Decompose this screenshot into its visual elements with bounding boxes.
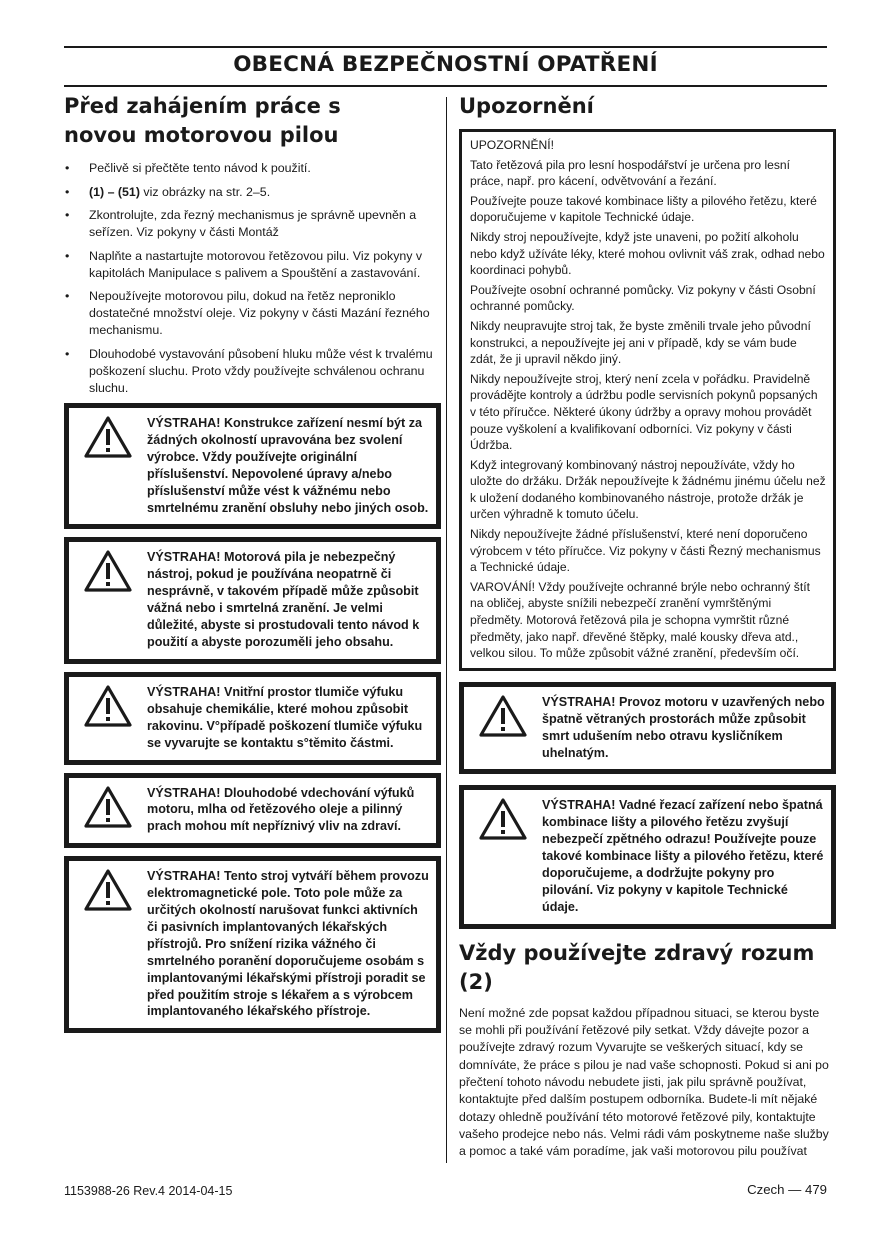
section-heading-notice: Upozornění	[459, 94, 594, 118]
warning-triangle-icon	[69, 408, 147, 524]
notice-paragraph: Nikdy stroj nepoužívejte, když jste unaveni, po požití alkoholu nebo když užíváte léky, které mohou ovlivnit váš zrak, odhad nebo koordinaci pohybů.	[470, 229, 825, 278]
left-column	[64, 92, 441, 1033]
notice-box	[459, 129, 836, 671]
warning-triangle-icon	[69, 677, 147, 760]
warning-triangle-icon	[69, 542, 147, 658]
section-heading-before-start: Před zahájením práce s novou motorovou pilou	[64, 94, 341, 147]
notice-paragraph: VAROVÁNÍ! Vždy používejte ochranné brýle nebo ochranný štít na obličej, abyste snížili nebezpečí zranění vymrštěnými předměty. Motorová řetězová pila je schopna vymrštit různé předměty, jako např. dřevěné štěpky, malé kousky dřeva atd., velkou silou. To může způsobit vážné zranění, především očí.	[470, 579, 810, 661]
title-rule	[64, 85, 827, 87]
warning-box	[64, 856, 441, 1033]
warning-text: VÝSTRAHA! Dlouhodobé vdechování výfuků motoru, mlha od řetězového oleje a pilinný prach mohou mít nepříznivý vliv na zdraví.	[147, 785, 415, 834]
common-sense-paragraph: Není možné zde popsat každou případnou situaci, se kterou byste se mohli při používání řetězové pily setkat. Vždy dávejte pozor a používejte zdravý rozum Vyvarujte se veškerých situací, kdy se domníváte, že práce s pilou je nad vaše schopnosti. Pokud si ani po přečtení tohoto návodu nebudete jisti, jak pilu správně používat, kontaktujte před dalším postupem odborníka. Budete-li mít nějaké dotazy ohledně používání této motorové řetězové pily, kontaktujte vašeho prodejce nebo nás. Velmi rádi vám poskytneme naše služby a pomoc a také vám poradíme, jak vaši motorovou pilu používat	[459, 1005, 829, 1159]
footer-page-label: Czech — 479	[747, 1182, 827, 1197]
warning-box	[459, 682, 836, 775]
list-item: • Pečlivě si přečtěte tento návod k použití.	[64, 160, 441, 177]
warning-text: VÝSTRAHA! Konstrukce zařízení nesmí být za žádných okolností upravována bez svolení výrobce. Vždy používejte originální příslušenství. Nepovolené úpravy a/nebo příslušenství může vést k vážnému nebo smrtelnému zranění obsluhy nebo jiných osob.	[147, 416, 429, 515]
warning-triangle-icon	[69, 778, 147, 844]
notice-paragraph: Nikdy neupravujte stroj tak, že byste změnili trvale jeho původní konstrukci, a nepoužívejte jej ani v případě, kdy se vám bude zdát, že ji upravil někdo jiný.	[470, 318, 811, 367]
warning-text: VÝSTRAHA! Provoz motoru v uzavřených nebo špatně větraných prostorách může způsobit smrt udušením nebo otravu kysličníkem uhelnatým.	[542, 694, 825, 760]
list-item: • Zkontrolujte, zda řezný mechanismus je správně upevněn a seřízen. Viz pokyny v části Montáž	[64, 207, 441, 241]
notice-paragraph: Nikdy nepoužívejte stroj, který není zcela v pořádku. Pravidelně provádějte kontroly a údržbu podle servisních pokynů popsaných v této příručce. Některé úkony údržby a opravy mohou provádět pouze vyškolení a kvalifikovaní odborníci. Viz pokyny v části Údržba.	[470, 371, 818, 453]
warning-triangle-icon	[69, 861, 147, 1028]
warning-triangle-icon	[464, 790, 542, 923]
list-item: • Dlouhodobé vystavování působení hluku může vést k trvalému poškození sluchu. Proto vždy používejte schválenou ochranu sluchu.	[64, 346, 441, 397]
warning-text: VÝSTRAHA! Motorová pila je nebezpečný nástroj, pokud je používána neopatrně či nesprávně, v takovém případě může způsobit vážná nebo i smrtelná zranění. Je velmi důležité, abyste si prostudovali tento návod k použití a abyste porozuměli jeho obsahu.	[147, 550, 420, 649]
warning-box	[64, 403, 441, 529]
notice-paragraph: UPOZORNĚNÍ!	[470, 138, 554, 152]
list-item: • (1) – (51) viz obrázky na str. 2–5.	[64, 184, 441, 201]
top-rule	[64, 46, 827, 48]
warning-text: VÝSTRAHA! Vadné řezací zařízení nebo špatná kombinace lišty a pilového řetězu zvyšují nebezpečí zpětného odrazu! Používejte pouze takové kombinace lišty a pilového řetězu, které doporučujeme, a dodržujte pokyny pro pilování. Viz pokyny v kapitole Technické údaje.	[542, 798, 824, 914]
warning-box	[64, 537, 441, 663]
right-column	[459, 92, 836, 1160]
notice-paragraph: Používejte pouze takové kombinace lišty a pilového řetězu, které doporučujeme v kapitole Technické údaje.	[470, 193, 817, 225]
warning-box	[64, 672, 441, 765]
column-divider	[446, 97, 447, 1163]
section-heading-common-sense: Vždy používejte zdravý rozum (2)	[459, 940, 815, 994]
warning-triangle-icon	[464, 687, 542, 770]
page-title: OBECNÁ BEZPEČNOSTNÍ OPATŘENÍ	[233, 52, 658, 77]
bullet-list	[64, 160, 441, 397]
warning-text: VÝSTRAHA! Tento stroj vytváří během provozu elektromagnetické pole. Toto pole může za určitých okolností narušovat funkci aktivních či pasivních implantovaných lékařských přístrojů. Pro snížení rizika vážného či smrtelného poranění doporučujeme osobám s implantovanými lékařskými přístroji poradit se před použitím stroje s lékařem a s výrobcem implantovaného lékařského přístroje.	[147, 869, 429, 1019]
list-item: • Naplňte a nastartujte motorovou řetězovou pilu. Viz pokyny v kapitolách Manipulace s palivem a Spouštění a zastavování.	[64, 248, 441, 282]
warning-box	[64, 773, 441, 849]
notice-paragraph: Když integrovaný kombinovaný nástroj nepoužíváte, vždy ho uložte do držáku. Držák nepoužívejte k žádnému jinému účelu než k uložení dodaného kombinovaného nástroje, protože držák je určen výhradně k tomuto účelu.	[470, 457, 826, 522]
notice-paragraph: Používejte osobní ochranné pomůcky. Viz pokyny v části Osobní ochranné pomůcky.	[470, 282, 816, 314]
list-item: • Nepoužívejte motorovou pilu, dokud na řetěz neproniklo dostatečné množství oleje. Viz pokyny v části Mazání řezného mechanismu.	[64, 288, 441, 339]
notice-paragraph: Tato řetězová pila pro lesní hospodářství je určena pro lesní práce, např. pro kácení, odvětvování a řezání.	[470, 157, 790, 189]
warning-box	[459, 785, 836, 928]
notice-paragraph: Nikdy nepoužívejte žádné příslušenství, které není doporučeno výrobcem v této příručce. Viz pokyny v části Řezný mechanismus a Technické údaje.	[470, 527, 821, 575]
warning-text: VÝSTRAHA! Vnitřní prostor tlumiče výfuku obsahuje chemikálie, které mohou způsobit rakovinu. V°případě poškození tlumiče výfuku se vyvarujte se kontaktu s°těmito částmi.	[147, 684, 423, 750]
footer-doc-id: 1153988-26 Rev.4 2014-04-15	[64, 1184, 233, 1198]
